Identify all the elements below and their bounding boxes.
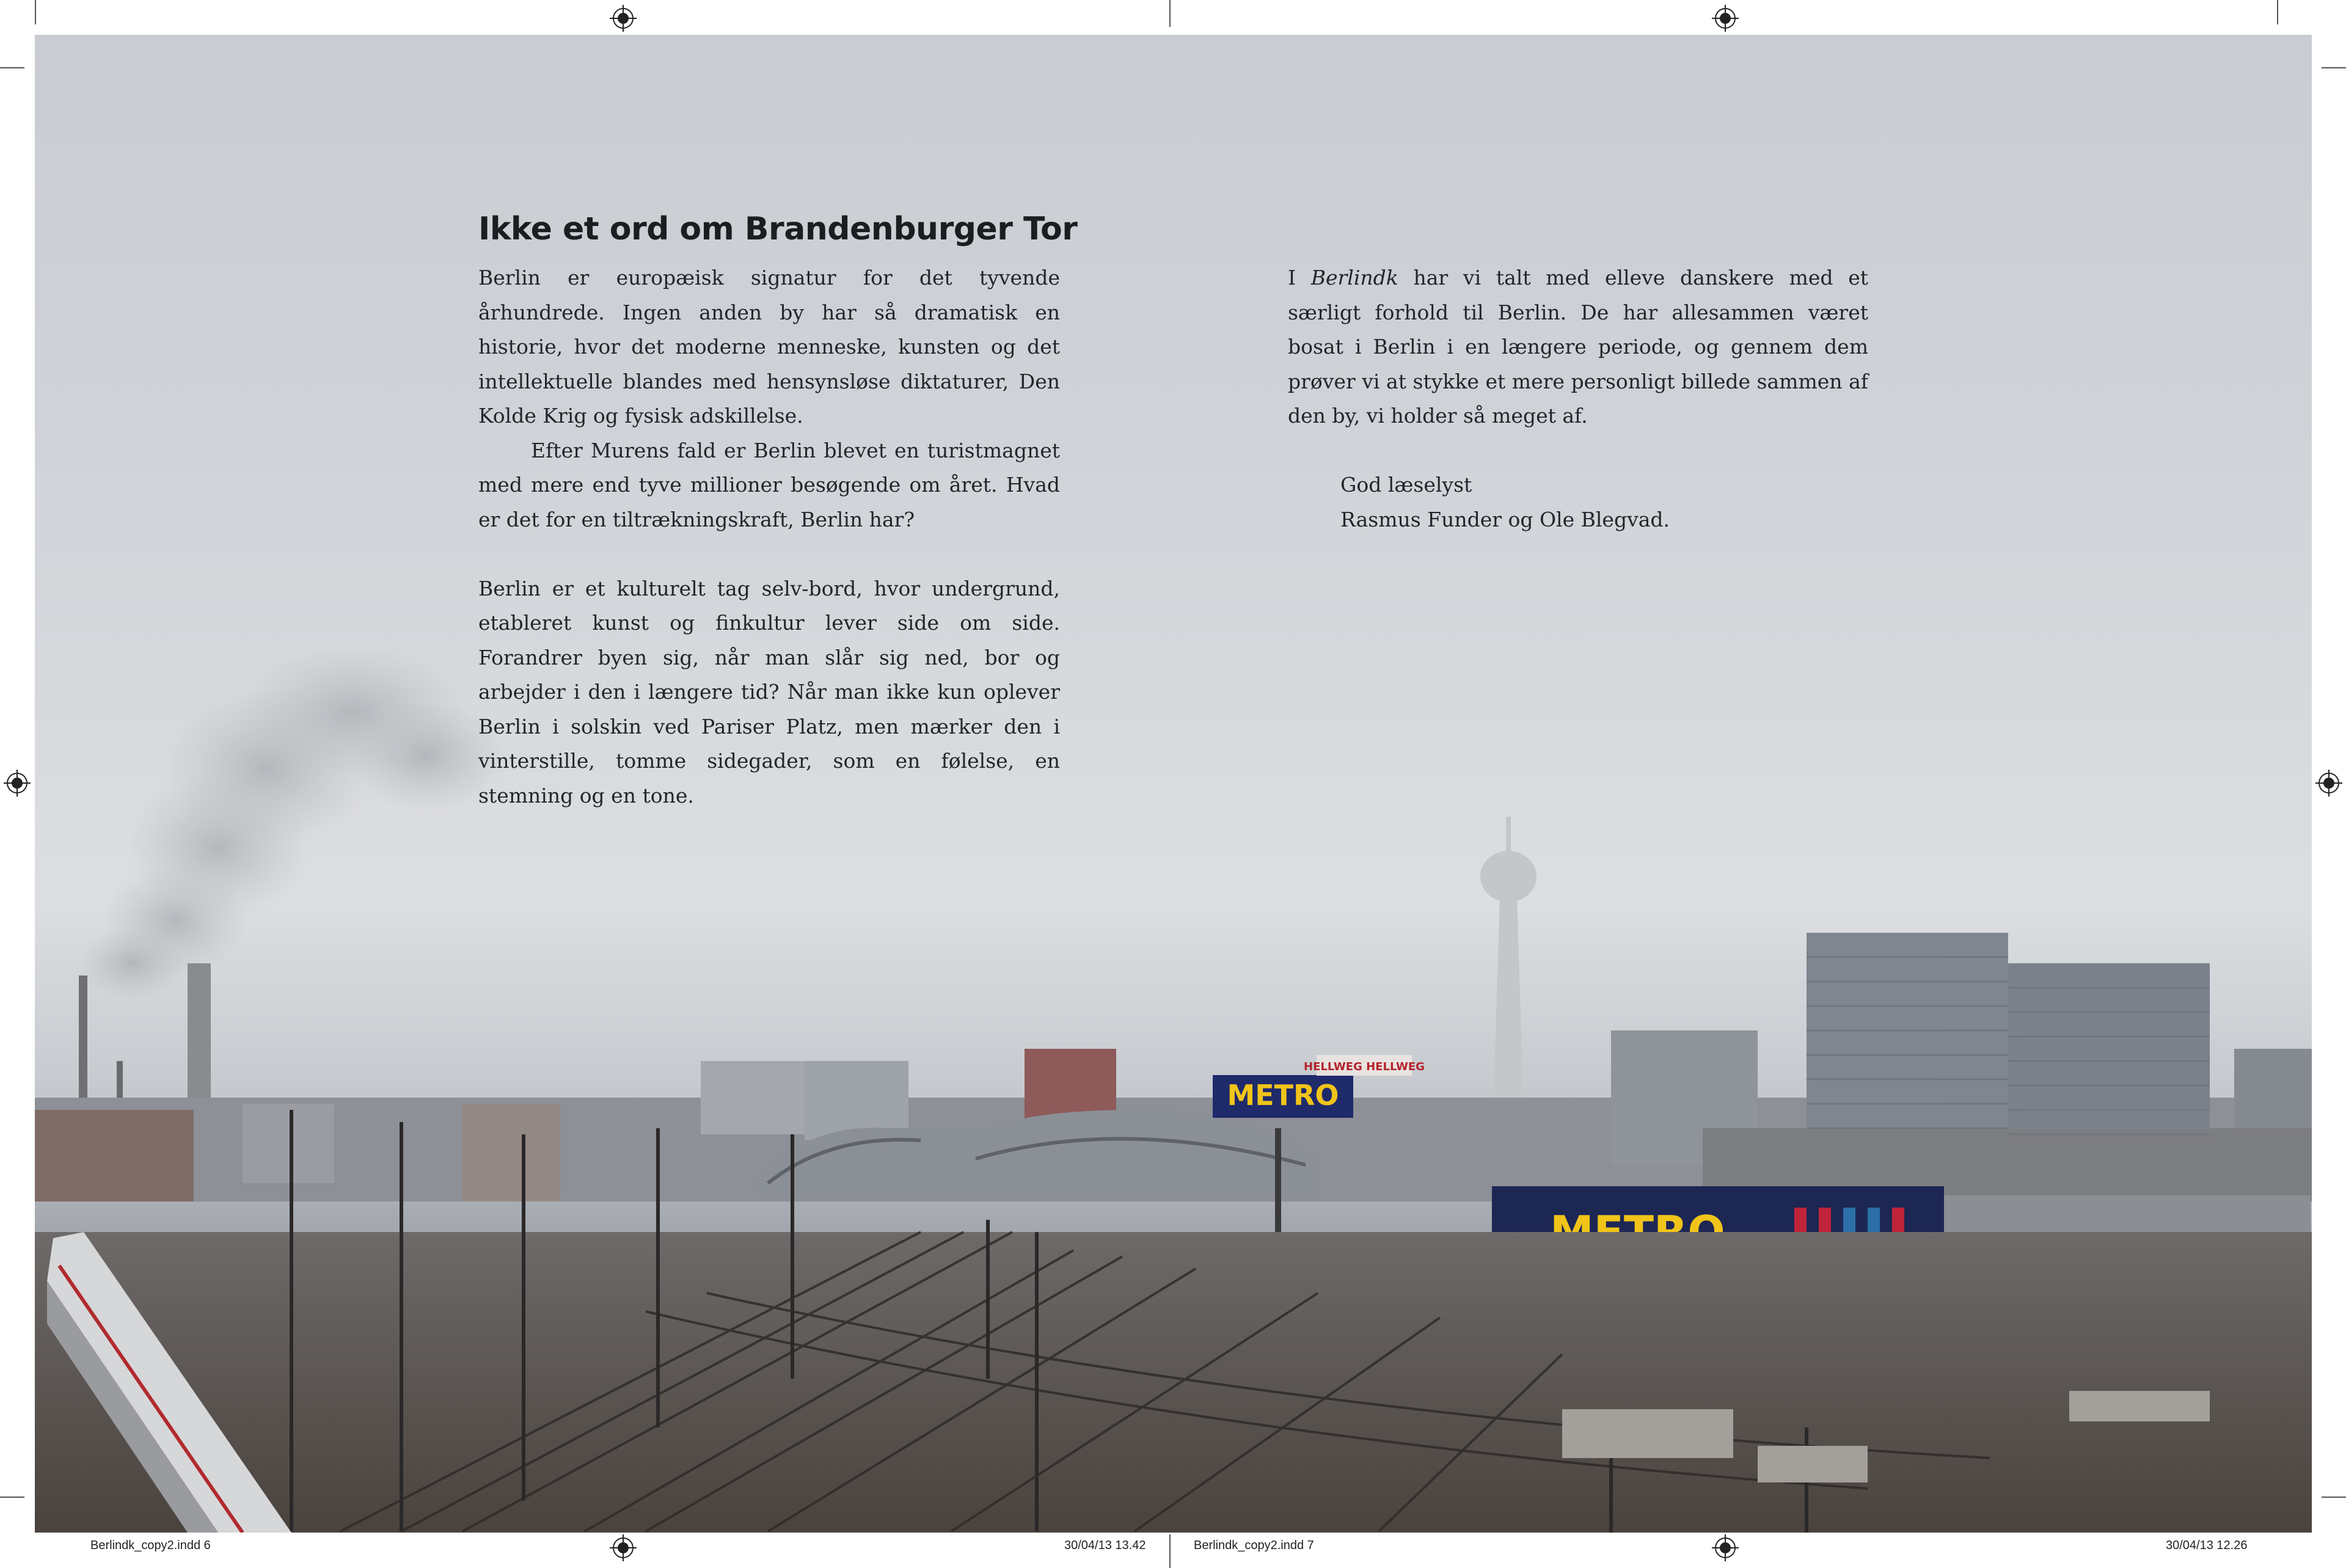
slug-right-time: 30/04/13 12.26 <box>2166 1539 2248 1552</box>
left-text-column <box>478 261 1060 813</box>
chimney <box>188 963 211 1116</box>
slug-left-file: Berlindk_copy2.indd 6 <box>90 1539 211 1552</box>
crop-mark <box>1169 1534 1171 1568</box>
spread-photo <box>35 35 2312 1533</box>
left-paragraph-1: Berlin er europæisk signatur for det tyvende århundrede. Ingen anden by har så dramatisk en historie, hvor det moderne menneske, kunsten og det intellektuelle blandes med hensynsløse diktaturer, Den Kolde Krig og fysisk adskillelse. <box>478 266 1060 428</box>
registration-mark-icon <box>610 1534 637 1561</box>
metro-pole-text: METRO <box>1227 1079 1339 1112</box>
crop-mark <box>0 67 24 68</box>
registration-mark-icon <box>1712 1534 1739 1561</box>
berlin-rail-yard-photo <box>35 35 2312 1533</box>
right-paragraph-1: I Berlindk har vi talt med elleve danskere med et særligt forhold til Berlin. De har allesammen været bosat i Berlin i en længere periode, og gennem dem prøver vi at stykke et mere personligt billede sammen af den by, vi holder så meget af. <box>1288 266 1868 428</box>
signature: Rasmus Funder og Ole Blegvad. <box>1340 507 1670 531</box>
left-paragraph-3: Berlin er et kulturelt tag selv-bord, hvor undergrund, etableret kunst og finkultur lever side om side. Forandrer byen sig, når man slår sig ned, bor og arbejder i den i længere tid? Når man ikke kun oplever Berlin i solskin ved Pariser Platz, men mærker den i vinterstille, tomme sidegader, som en følelse, en stemning og en tone. <box>478 576 1060 808</box>
registration-mark-icon <box>2315 770 2342 797</box>
right-text-column <box>1288 261 1868 537</box>
greeting: God læselyst <box>1340 473 1472 497</box>
registration-mark-icon <box>4 770 31 797</box>
registration-mark-icon <box>610 5 637 32</box>
crop-mark <box>2322 67 2346 68</box>
svg-text:HELLWEG HELLWEG: HELLWEG HELLWEG <box>1304 1060 1425 1073</box>
slug-right-file: Berlindk_copy2.indd 7 <box>1194 1539 1314 1552</box>
slug-left-time: 30/04/13 13.42 <box>1064 1539 1146 1552</box>
crop-mark <box>0 1497 24 1498</box>
publication-name: Berlindk <box>1310 266 1398 290</box>
tv-tower <box>1480 817 1537 1134</box>
crop-mark <box>2322 1497 2346 1498</box>
crop-mark <box>1169 0 1171 27</box>
crop-mark <box>35 0 36 24</box>
smoke-plume <box>78 646 505 1000</box>
chimney <box>79 975 87 1098</box>
registration-mark-icon <box>1712 5 1739 32</box>
spread-title: Ikke et ord om Brandenburger Tor <box>478 211 1078 247</box>
left-paragraph-2: Efter Murens fald er Berlin blevet en turistmagnet med mere end tyve millioner besøgende om året. Hvad er det for en tiltrækningskraft, Berlin har? <box>478 438 1060 531</box>
crop-mark <box>2277 0 2278 24</box>
